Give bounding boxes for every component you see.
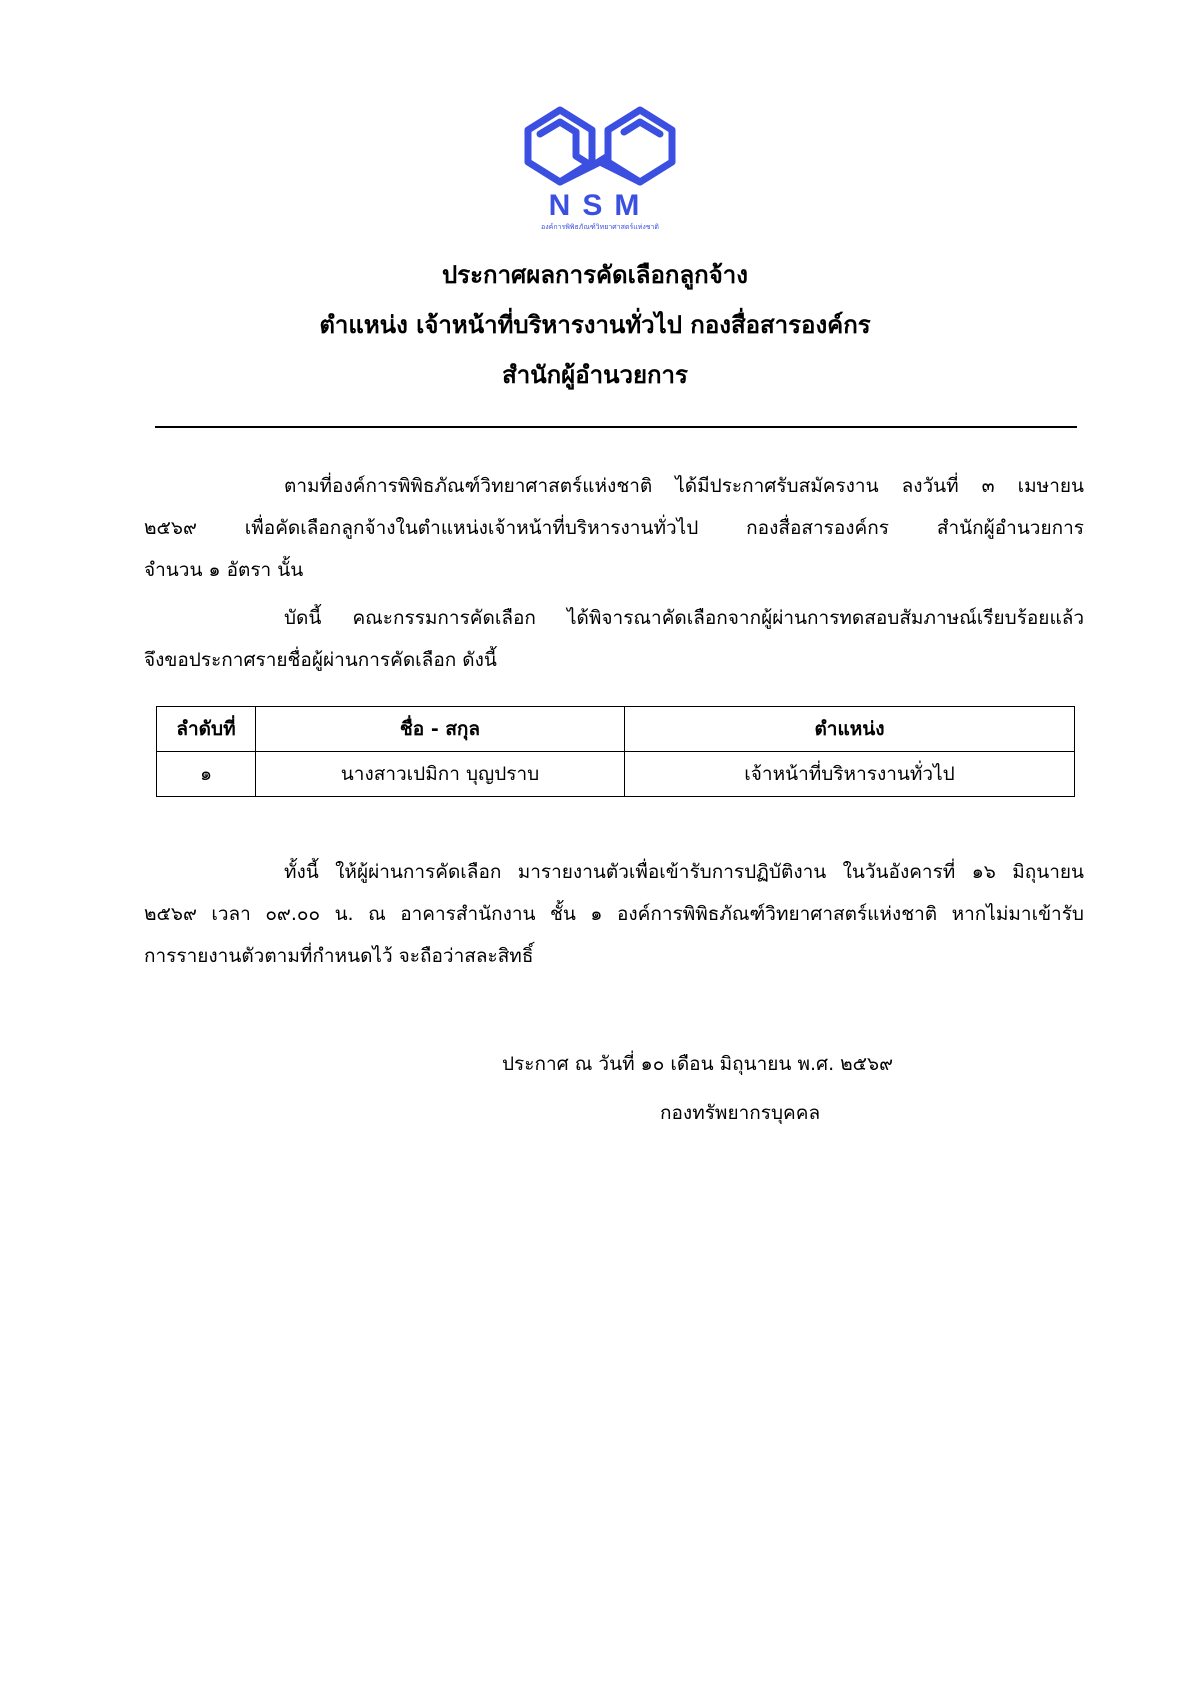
title-line-1: ประกาศผลการคัดเลือกลูกจ้าง <box>442 261 748 289</box>
table-header-row <box>157 707 1075 752</box>
paragraph-line: บัดนี้ คณะกรรมการคัดเลือก ได้พิจารณาคัดเลือกจากผู้ผ่านการทดสอบสัมภาษณ์เรียบร้อยแล้ว <box>284 607 1084 629</box>
logo-text: NSM <box>548 189 652 220</box>
nsm-logo-mark <box>520 100 680 220</box>
logo-subtitle: องค์การพิพิธภัณฑ์วิทยาศาสตร์แห่งชาติ <box>541 223 659 231</box>
announcement-title <box>0 250 1190 400</box>
cell-name: นางสาวเปมิกา บุญปราบ <box>256 752 625 797</box>
announcement-date: ประกาศ ณ วันที่ ๑๐ เดือน มิถุนายน พ.ศ. ๒๕๖๙ <box>502 1053 894 1075</box>
header-order: ลำดับที่ <box>157 707 256 752</box>
paragraph-result <box>144 597 1084 681</box>
paragraph-line: ๒๕๖๙ เวลา ๐๙.๐๐ น. ณ อาคารสำนักงาน ชั้น ๑ องค์การพิพิธภัณฑ์วิทยาศาสตร์แห่งชาติ หากไม่มาเข้ารับ <box>144 903 1084 925</box>
title-line-3: สำนักผู้อำนวยการ <box>502 361 688 389</box>
header-name: ชื่อ - สกุล <box>256 707 625 752</box>
cell-position: เจ้าหน้าที่บริหารงานทั่วไป <box>625 752 1075 797</box>
selected-candidates-table <box>156 706 1075 797</box>
nsm-logo-icon <box>520 100 680 240</box>
paragraph-line: จึงขอประกาศรายชื่อผู้ผ่านการคัดเลือก ดังนี้ <box>144 649 497 671</box>
paragraph-line: ตามที่องค์การพิพิธภัณฑ์วิทยาศาสตร์แห่งชาติ ได้มีประกาศรับสมัครงาน ลงวันที่ ๓ เมษายน <box>284 475 1084 497</box>
paragraph-report <box>144 851 1084 977</box>
paragraph-line: จำนวน ๑ อัตรา นั้น <box>144 559 304 581</box>
paragraph-line: ๒๕๖๙ เพื่อคัดเลือกลูกจ้างในตำแหน่งเจ้าหน้าที่บริหารงานทั่วไป กองสื่อสารองค์กร สำนักผู้อำนวยการ <box>144 517 1084 539</box>
paragraph-line: ทั้งนี้ ให้ผู้ผ่านการคัดเลือก มารายงานตัวเพื่อเข้ารับการปฏิบัติงาน ในวันอังคารที่ ๑๖ มิถุนายน <box>284 861 1084 883</box>
title-line-2: ตำแหน่ง เจ้าหน้าที่บริหารงานทั่วไป กองสื่อสารองค์กร <box>319 311 871 339</box>
header-position: ตำแหน่ง <box>625 707 1075 752</box>
issuing-department: กองทรัพยากรบุคคล <box>660 1102 821 1124</box>
table-row <box>157 752 1075 797</box>
cell-order: ๑ <box>157 752 256 797</box>
paragraph-intro <box>144 465 1084 591</box>
title-divider <box>155 426 1077 428</box>
paragraph-line: การรายงานตัวตามที่กำหนดไว้ จะถือว่าสละสิทธิ์ <box>144 945 534 967</box>
